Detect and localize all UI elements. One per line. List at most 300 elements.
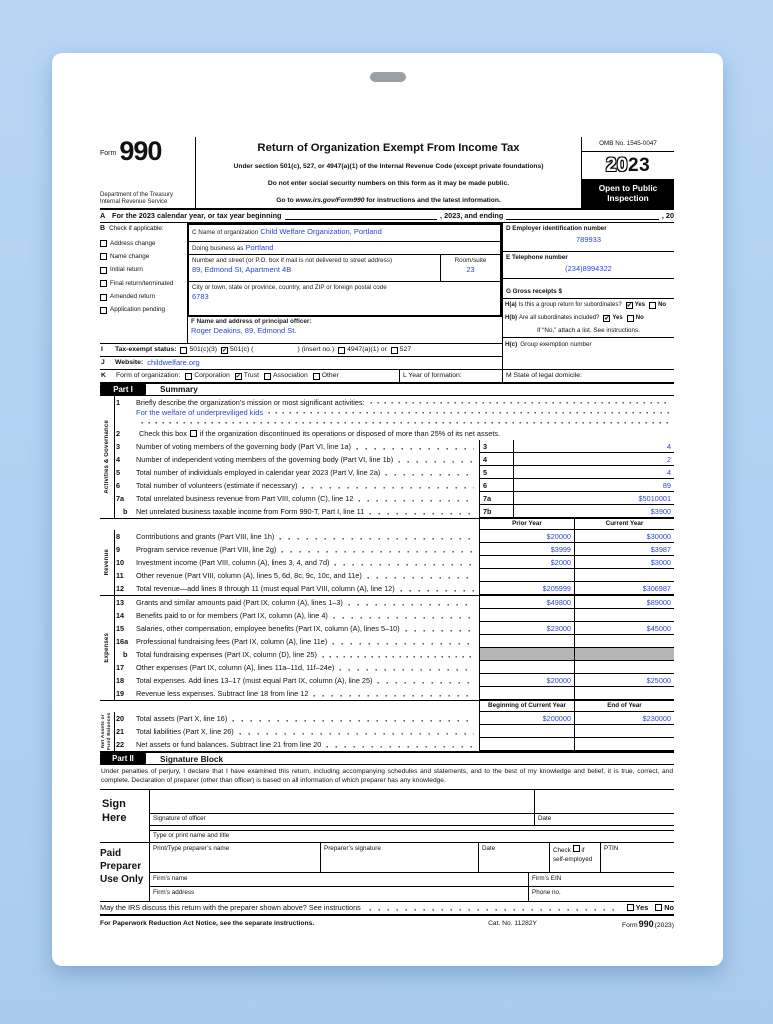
dot-leader: [369, 906, 615, 911]
beginning-of-year-value[interactable]: $200000: [479, 712, 574, 725]
footer-form-year: (2023): [654, 921, 674, 929]
footer-form-word: Form: [622, 921, 638, 929]
hb-yes-checkbox[interactable]: ✔: [604, 315, 610, 322]
line-number: 14: [116, 611, 125, 621]
beginning-of-year-value[interactable]: [479, 738, 574, 751]
current-year-value[interactable]: $3987: [574, 543, 674, 556]
trust-checkbox[interactable]: ✔: [235, 372, 241, 380]
room-suite-field[interactable]: 23: [466, 264, 475, 274]
dot-leader: [332, 640, 474, 645]
date-label: Date: [535, 813, 674, 825]
dot-leader: [239, 730, 474, 735]
expenses-sidebar: Expenses: [100, 596, 115, 700]
address-change-checkbox[interactable]: [100, 240, 107, 247]
ein-field[interactable]: 789933: [575, 234, 602, 244]
ha-no-option: [649, 302, 666, 310]
self-employed-label: self-employed: [553, 856, 593, 864]
firm-ein-cell[interactable]: [528, 873, 674, 886]
line-number: 6: [116, 481, 121, 491]
dot-leader: [377, 679, 474, 684]
city-field[interactable]: 6783: [192, 291, 209, 301]
line-value[interactable]: 2: [666, 455, 671, 465]
preparer-name-cell[interactable]: [150, 843, 320, 872]
line-number: 18: [116, 676, 125, 686]
may-irs-text: May the IRS discuss this return with the preparer shown above? See instructions: [100, 903, 361, 913]
footer-form-number: 990: [638, 918, 654, 929]
line-number: 19: [116, 689, 125, 699]
line-value[interactable]: $5010001: [638, 494, 671, 504]
telephone-field[interactable]: (234)8994322: [565, 263, 612, 273]
entity-info-section: [100, 223, 674, 369]
form-title-block: [195, 137, 582, 208]
part1-title: Summary: [160, 384, 198, 395]
line-number: 3: [116, 442, 121, 452]
line-description: Number of voting members of the governing body (Part VI, line 1a): [136, 442, 351, 452]
form-of-organization-row: [100, 369, 674, 382]
dot-leader: [370, 399, 669, 404]
form-subtitle-2: Do not enter social security numbers on this form as it may be made public.: [267, 179, 510, 187]
no-label: No: [635, 314, 644, 321]
line-description: Investment income (Part VIII, column (A), lines 3, 4, and 7d): [136, 558, 330, 568]
section-b-title: Check if applicable:: [109, 225, 164, 232]
activities-governance-sidebar: Activities & Governance: [100, 396, 115, 518]
line-box-number: 3: [479, 440, 514, 452]
hb-question: Are all subordinates included?: [519, 314, 600, 321]
summary-line-20: [116, 712, 674, 725]
form-number-block: [100, 137, 195, 208]
end-of-year-value[interactable]: [574, 725, 674, 738]
website-label: Website:: [115, 358, 144, 366]
dot-leader: [348, 601, 474, 606]
yes-label: Yes: [635, 903, 649, 913]
line-description: Total fundraising expenses (Part IX, column (D), line 25): [136, 650, 317, 660]
end-of-year-value[interactable]: [574, 738, 674, 751]
hb-no-option: [627, 315, 644, 323]
line-number: 17: [116, 663, 125, 673]
net-assets-sidebar: Net Assets or Fund Balances: [100, 712, 115, 751]
principal-officer-field[interactable]: Roger Deakins, 89, Edmond St.: [191, 325, 297, 335]
dot-leader: [302, 484, 474, 489]
footer-form-id: [622, 919, 674, 930]
mission-label: Briefly describe the organization’s mission or most significant activities:: [136, 398, 365, 408]
year-of-formation-cell: [399, 370, 502, 382]
form-subtitle-3: [202, 197, 575, 205]
line-description: Number of independent voting members of the governing body (Part VI, line 1b): [136, 455, 394, 465]
summary-line-3: [116, 440, 674, 453]
ha-no-checkbox[interactable]: [649, 302, 656, 309]
self-employed-cell: [549, 843, 600, 872]
may-irs-discuss-row: [100, 902, 674, 916]
dot-leader: [268, 409, 669, 414]
line-description: Benefits paid to or for members (Part IX, column (A), line 4): [136, 611, 328, 621]
gross-receipts-label: G Gross receipts $: [506, 288, 562, 296]
current-year-value[interactable]: $306987: [574, 582, 674, 595]
summary-line-16b: [116, 648, 674, 661]
summary-line-9: [116, 543, 674, 556]
hb-no-checkbox[interactable]: [627, 315, 634, 322]
current-year-value[interactable]: [574, 635, 674, 648]
if-label: if: [581, 846, 585, 854]
dot-leader: [141, 419, 669, 424]
yes-label: Yes: [612, 314, 623, 321]
paid-preparer-section: [100, 843, 674, 902]
check-label: Check: [553, 846, 571, 854]
year-of-formation-label: L Year of formation:: [403, 371, 462, 379]
type-print-label: Type or print name and title: [150, 830, 674, 842]
prior-year-value[interactable]: $3999: [479, 543, 574, 556]
form-title: Return of Organization Exempt From Income Tax: [257, 142, 520, 154]
prior-year-value[interactable]: $20000: [479, 674, 574, 687]
dot-leader: [339, 666, 474, 671]
line-description: Other expenses (Part IX, column (A), lines 11a–11d, 11f–24e): [136, 663, 335, 673]
open-line-2: Inspection: [607, 192, 649, 203]
application-pending-option: [100, 304, 184, 317]
prior-year-value[interactable]: [479, 569, 574, 582]
line-description: Total unrelated business revenue from Part VIII, column (C), line 12: [136, 494, 354, 504]
line-box-number: 7a: [479, 492, 514, 504]
current-year-value[interactable]: [574, 661, 674, 674]
officer-signature-cell[interactable]: [150, 790, 534, 825]
amended-return-option: [100, 290, 184, 303]
dot-leader: [279, 535, 474, 540]
initial-return-checkbox[interactable]: [100, 267, 107, 274]
current-year-value[interactable]: [574, 569, 674, 582]
street-label: Number and street (or P.O. box if mail is not delivered to street address): [192, 257, 393, 264]
line-description: Net unrelated business taxable income from Form 990-T, Part I, line 11: [136, 507, 365, 517]
current-year-value[interactable]: [574, 687, 674, 700]
line-number: b: [123, 650, 128, 660]
dot-leader: [281, 548, 474, 553]
association-checkbox[interactable]: [264, 373, 271, 380]
gross-receipts-block: [503, 279, 674, 299]
summary-line-11: [116, 569, 674, 582]
summary-line-17: [116, 661, 674, 674]
hb-letter: H(b): [505, 314, 517, 321]
part2-tag: Part II: [100, 753, 146, 764]
summary-line-7b: [116, 505, 674, 518]
net-assets-group: [100, 712, 674, 751]
perjury-statement: Under penalties of perjury, I declare that I have examined this return, including accompanying schedules and statements, and to the best of my knowledge and belief, it is true, correct, and complete. Declaration of preparer (other than officer) is based on all information of which preparer has any knowledge.: [101, 768, 673, 785]
row-a-letter: A: [100, 210, 106, 220]
check-if-applicable: [100, 223, 187, 317]
summary-line-15: [116, 622, 674, 635]
line-number: 22: [116, 740, 125, 750]
insert-no-label: ) (insert no.): [297, 345, 335, 353]
firm-address-label: Firm’s address: [153, 888, 195, 896]
4947-checkbox[interactable]: [338, 347, 345, 354]
firm-name-label: Firm’s name: [153, 874, 188, 882]
activities-governance-group: [100, 396, 674, 518]
year-column-headers: [100, 518, 674, 530]
option-label: Trust: [243, 371, 259, 379]
dot-leader: [400, 587, 474, 592]
beginning-of-year-value[interactable]: [479, 725, 574, 738]
omb-block: [582, 137, 674, 208]
line-number: 16a: [116, 637, 129, 647]
corporation-checkbox[interactable]: [185, 373, 192, 380]
line-2-text-post: if the organization discontinued its operations or disposed of more than 25% of its net assets.: [199, 429, 501, 439]
line-box-number: 4: [479, 453, 514, 465]
firm-ein-label: Firm’s EIN: [532, 874, 562, 882]
line-value[interactable]: 89: [662, 481, 671, 491]
option-label: 501(c) (: [230, 345, 254, 353]
summary-line-7a: [116, 492, 674, 505]
line-number: 5: [116, 468, 121, 478]
line-number: 4: [116, 455, 121, 465]
option-label: Amended return: [110, 293, 156, 301]
summary-line-12: [116, 582, 674, 595]
current-year-value[interactable]: $89000: [574, 596, 674, 609]
tax-exempt-label: Tax-exempt status:: [115, 345, 177, 353]
telephone-label: E Telephone number: [506, 254, 568, 261]
other-checkbox[interactable]: [313, 373, 320, 380]
option-label: 501(c)(3): [189, 345, 218, 353]
may-irs-no-option: [655, 903, 674, 912]
hc-row: [503, 338, 674, 351]
line-value[interactable]: 4: [666, 468, 671, 478]
line-box-number: 5: [479, 466, 514, 478]
line-number: 11: [116, 571, 124, 581]
prior-year-value[interactable]: [479, 687, 574, 700]
year-outline: 20: [605, 154, 628, 176]
hb-yes-option: [603, 315, 622, 323]
summary-line-22: [116, 738, 674, 751]
dot-leader: [334, 561, 474, 566]
option-label: Corporation: [194, 371, 230, 379]
state-of-domicile-label: M State of legal domicile:: [506, 371, 582, 379]
ptin-label: PTIN: [604, 844, 619, 852]
preparer-signature-cell[interactable]: [320, 843, 478, 872]
line-box-number: 6: [479, 479, 514, 491]
ein-block: [503, 223, 674, 252]
dot-leader: [232, 717, 474, 722]
form-990: [100, 137, 674, 930]
website-row: [100, 356, 502, 369]
ein-label: D Employer identification number: [506, 225, 607, 232]
end-of-year-header: End of Year: [574, 701, 674, 712]
option-label: Initial return: [110, 266, 143, 274]
hb-row: [503, 312, 674, 325]
org-name-field[interactable]: Child Welfare Organization, Portland: [260, 227, 382, 236]
option-label: 527: [399, 345, 412, 353]
dot-leader: [398, 458, 474, 463]
line-number: 12: [116, 584, 125, 594]
prior-year-value[interactable]: [479, 609, 574, 622]
form-page-card: [52, 53, 723, 966]
line-number: b: [123, 507, 128, 517]
final-return-checkbox[interactable]: [100, 280, 107, 287]
line-description: Revenue less expenses. Subtract line 18 from line 12: [136, 689, 309, 699]
row-i-letter: I: [101, 345, 103, 353]
line-description: Contributions and grants (Part VIII, line 1h): [136, 532, 275, 542]
status-527-option: [391, 346, 411, 354]
phone-cell[interactable]: [528, 887, 674, 901]
tax-year-end-field[interactable]: [506, 212, 659, 220]
summary-line-13: [116, 596, 674, 609]
summary-line-5: [116, 466, 674, 479]
line-description: Salaries, other compensation, employee benefits (Part IX, column (A), lines 5–10): [136, 624, 400, 634]
initial-return-option: [100, 264, 184, 277]
option-label: Address change: [110, 239, 156, 247]
state-of-domicile-cell: [502, 370, 674, 382]
goto-text-rest: for instructions and the latest information.: [364, 196, 501, 204]
dba-field[interactable]: Portland: [245, 243, 274, 252]
option-label: Other: [321, 371, 339, 379]
tax-year-begin-field[interactable]: [285, 212, 438, 220]
option-label: 4947(a)(1) or: [347, 345, 387, 353]
row-a-text-2: , 2023, and ending: [440, 210, 504, 220]
summary-line-10: [116, 556, 674, 569]
current-year-value[interactable]: $25000: [574, 674, 674, 687]
dba-label: Doing business as: [192, 245, 244, 252]
form-subtitle-1: Under section 501(c), 527, or 4947(a)(1) of the Internal Revenue Code (except private foundations): [233, 163, 544, 171]
row-a-tax-year: [100, 210, 674, 223]
status-4947-option: [338, 346, 387, 354]
line-number: 9: [116, 545, 121, 555]
line-number: 7a: [116, 494, 125, 504]
discontinued-operations-checkbox[interactable]: [190, 430, 197, 437]
preparer-name-label: Print/Type preparer’s name: [153, 844, 230, 852]
row-j-letter: J: [101, 358, 105, 366]
form-word: Form: [100, 150, 117, 158]
phone-label: Phone no.: [532, 888, 561, 896]
principal-officer-block: [187, 317, 502, 343]
organization-box: [187, 223, 502, 317]
preparer-date-label: Date: [482, 844, 496, 852]
ha-yes-checkbox[interactable]: ✔: [626, 302, 632, 309]
dot-leader: [322, 653, 474, 658]
yes-label: Yes: [634, 301, 646, 308]
self-employed-checkbox[interactable]: [573, 845, 580, 852]
expenses-group: [100, 595, 674, 700]
tax-year: [582, 152, 674, 179]
firm-name-cell[interactable]: [150, 873, 528, 886]
type-print-name-cell[interactable]: [150, 826, 674, 842]
revenue-group: [100, 530, 674, 595]
line-description: Total number of volunteers (estimate if necessary): [136, 481, 298, 491]
final-return-option: [100, 277, 184, 290]
status-501c3-option: [180, 346, 217, 354]
current-year-value[interactable]: $30000: [574, 530, 674, 543]
summary-line-21: [116, 725, 674, 738]
sign-here-section: [100, 789, 674, 843]
website-field[interactable]: childwelfare.org: [147, 358, 200, 368]
line-description: Total number of individuals employed in calendar year 2023 (Part V, line 2a): [136, 468, 381, 478]
firm-address-cell[interactable]: [150, 887, 528, 901]
mission-field[interactable]: For the welfare of underpreviliged kids: [136, 407, 264, 417]
street-field[interactable]: 89, Edmond St, Apartment 4B: [192, 264, 292, 274]
line-description: Program service revenue (Part VIII, line 2g): [136, 545, 277, 555]
row-a-text-3: , 20: [661, 210, 674, 220]
current-year-value[interactable]: [574, 609, 674, 622]
line-2-text-pre: Check this box: [139, 429, 187, 439]
part2-header: [100, 751, 674, 765]
net-assets-column-headers: [100, 700, 674, 712]
line-value[interactable]: 4: [666, 442, 671, 452]
dot-leader: [358, 497, 474, 502]
h-note: If “No,” attach a list. See instructions.: [503, 325, 674, 338]
may-irs-yes-checkbox[interactable]: [627, 904, 634, 911]
open-line-1: Open to Public: [598, 182, 658, 193]
current-year-value[interactable]: $45000: [574, 622, 674, 635]
hc-label: Group exemption number: [520, 340, 592, 348]
line-number: 21: [116, 727, 125, 737]
line-value[interactable]: $3900: [650, 507, 671, 517]
application-pending-checkbox[interactable]: [100, 307, 107, 314]
name-change-option: [100, 250, 184, 263]
ha-letter: H(a): [505, 301, 517, 308]
line-1-number: 1: [116, 398, 121, 408]
section-b-letter: B: [100, 225, 106, 232]
catalog-number: Cat. No. 11282Y: [488, 920, 538, 928]
part1-tag: Part I: [100, 384, 146, 395]
form-header: [100, 137, 674, 210]
form-number: 990: [119, 136, 162, 166]
page-grip: [370, 72, 406, 82]
501c3-checkbox[interactable]: [180, 347, 187, 354]
telephone-block: [503, 252, 674, 279]
prior-year-value[interactable]: $205999: [479, 582, 574, 595]
option-label: Name change: [110, 252, 150, 260]
end-of-year-value[interactable]: $230000: [574, 712, 674, 725]
dot-leader: [313, 692, 474, 697]
prior-year-value[interactable]: $2000: [479, 556, 574, 569]
prior-year-value[interactable]: $20000: [479, 530, 574, 543]
line-description: Total liabilities (Part X, line 26): [136, 727, 234, 737]
line-number: 20: [116, 714, 125, 724]
prior-year-value[interactable]: $49800: [479, 596, 574, 609]
527-checkbox[interactable]: [391, 347, 398, 354]
current-year-value[interactable]: $3000: [574, 556, 674, 569]
address-change-option: [100, 237, 184, 250]
may-irs-no-checkbox[interactable]: [655, 904, 662, 911]
dot-leader: [369, 510, 474, 515]
preparer-date-cell[interactable]: [478, 843, 549, 872]
officer-date-cell[interactable]: [534, 790, 674, 825]
corporation-option: [185, 372, 230, 380]
hc-letter: H(c): [505, 340, 518, 348]
line-description: Total revenue—add lines 8 through 11 (must equal Part VIII, column (A), line 12): [136, 584, 395, 594]
option-label: Application pending: [110, 306, 165, 314]
ein-phone-column: [502, 223, 674, 369]
status-501c-option: [221, 346, 253, 354]
dot-leader: [385, 471, 474, 476]
sign-here-label: Sign Here: [100, 790, 150, 842]
option-label: Final return/terminated: [110, 279, 174, 287]
association-option: [264, 372, 308, 380]
amended-return-checkbox[interactable]: [100, 294, 107, 301]
other-option: [313, 372, 339, 380]
form-footer: [100, 916, 674, 930]
city-label: City or town, state or province, country, and ZIP or foreign postal code: [192, 284, 387, 291]
line-description: Grants and similar amounts paid (Part IX, column (A), lines 1–3): [136, 598, 343, 608]
ptin-cell[interactable]: [600, 843, 674, 872]
form-of-org-label: Form of organization:: [116, 371, 181, 379]
summary-line-14: [116, 609, 674, 622]
beginning-of-year-header: Beginning of Current Year: [479, 701, 574, 712]
prior-year-value[interactable]: [479, 635, 574, 648]
prior-year-value[interactable]: $23000: [479, 622, 574, 635]
501c-checkbox[interactable]: ✔: [222, 346, 228, 354]
prior-year-value[interactable]: [479, 661, 574, 674]
name-change-checkbox[interactable]: [100, 253, 107, 260]
line-number: 13: [116, 598, 125, 608]
dept-line-1: Department of the Treasury: [100, 191, 174, 198]
ha-question: Is this a group return for subordinates?: [518, 301, 622, 308]
irs-url[interactable]: www.irs.gov/Form990: [295, 196, 365, 204]
line-description: Total assets (Part X, line 16): [136, 714, 228, 724]
line-2-number: 2: [116, 429, 121, 439]
